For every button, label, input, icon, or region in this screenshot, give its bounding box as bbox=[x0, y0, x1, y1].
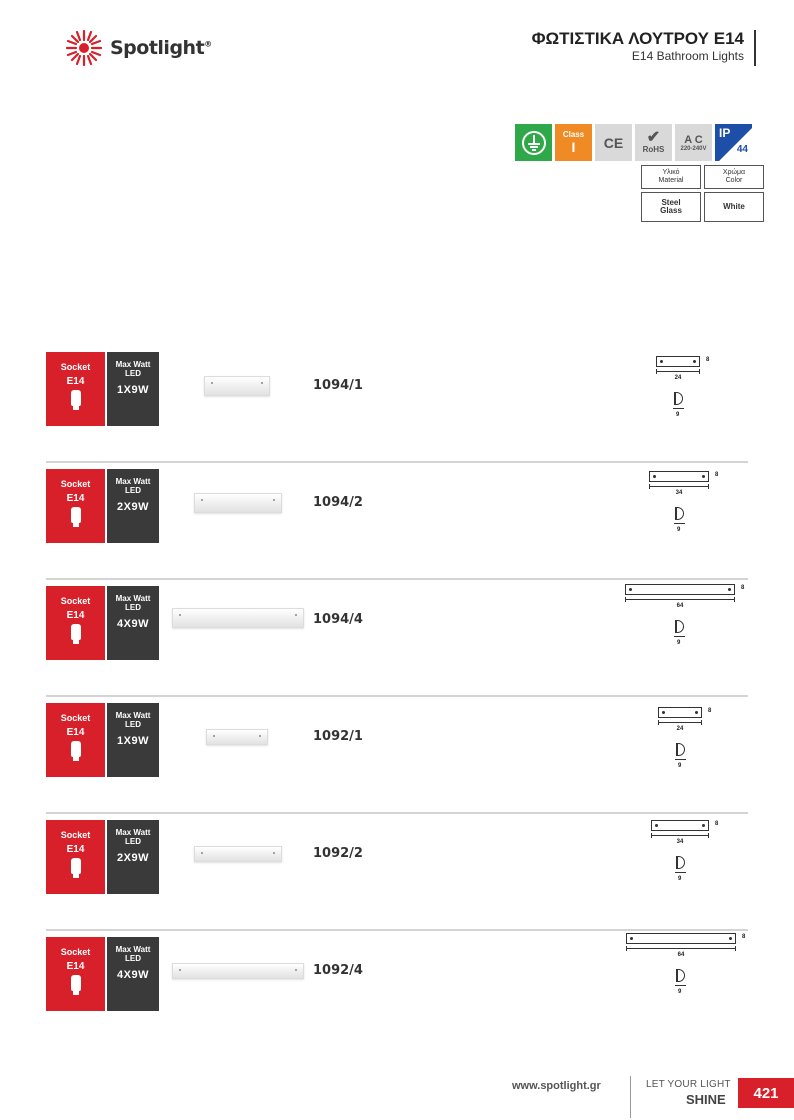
ip-label: IP bbox=[719, 126, 731, 140]
ac-voltage: 220-240V bbox=[680, 145, 707, 152]
width-line bbox=[626, 948, 736, 949]
socket-label: Socket bbox=[60, 479, 91, 489]
checkmark-icon: ✔ bbox=[646, 129, 661, 146]
height-label: 8 bbox=[706, 357, 710, 363]
side-view bbox=[675, 507, 684, 520]
socket-type: E14 bbox=[66, 376, 85, 387]
width-line bbox=[651, 835, 709, 836]
watt-value: 1X9W bbox=[117, 735, 149, 747]
socket-label: Socket bbox=[60, 830, 91, 840]
product-row bbox=[46, 346, 748, 463]
depth-line bbox=[674, 636, 685, 637]
socket-badge bbox=[46, 937, 105, 1011]
width-label: 64 bbox=[676, 603, 684, 609]
product-image bbox=[194, 846, 282, 862]
watt-value: 2X9W bbox=[117, 852, 149, 864]
socket-label: Socket bbox=[60, 362, 91, 372]
class-value: I bbox=[571, 139, 576, 155]
socket-badge bbox=[46, 820, 105, 894]
side-view bbox=[676, 856, 685, 869]
product-code: 1094/1 bbox=[313, 378, 363, 393]
depth-line bbox=[673, 408, 684, 409]
depth-label: 9 bbox=[678, 876, 682, 882]
watt-value: 4X9W bbox=[117, 969, 149, 981]
socket-type: E14 bbox=[66, 727, 85, 738]
rohs-label: RoHS bbox=[642, 145, 665, 154]
product-image bbox=[172, 963, 304, 979]
color-label-english: Color bbox=[725, 177, 743, 184]
ac-label: A C bbox=[684, 133, 703, 146]
watt-label: Max Watt LED bbox=[115, 360, 151, 378]
socket-type: E14 bbox=[66, 961, 85, 972]
bulb-icon bbox=[71, 624, 81, 640]
watt-badge bbox=[107, 937, 159, 1011]
brand-logo bbox=[64, 28, 212, 68]
material-value-1: Steel bbox=[661, 198, 681, 207]
bulb-icon bbox=[71, 741, 81, 757]
watt-label: Max Watt LED bbox=[115, 945, 151, 963]
color-header bbox=[704, 165, 764, 189]
socket-type: E14 bbox=[66, 493, 85, 504]
color-label-greek: Χρώμα bbox=[722, 169, 746, 176]
front-view bbox=[626, 933, 736, 944]
width-label: 24 bbox=[674, 375, 682, 381]
depth-line bbox=[675, 872, 686, 873]
socket-label: Socket bbox=[60, 596, 91, 606]
product-row bbox=[46, 697, 748, 814]
material-value bbox=[641, 192, 701, 222]
socket-badge bbox=[46, 586, 105, 660]
product-row bbox=[46, 463, 748, 580]
product-code: 1092/1 bbox=[313, 729, 363, 744]
product-row bbox=[46, 580, 748, 697]
product-code: 1092/4 bbox=[313, 963, 363, 978]
side-view bbox=[675, 620, 684, 633]
slogan-line-1: LET YOUR LIGHT bbox=[646, 1079, 731, 1090]
bulb-icon bbox=[71, 507, 81, 523]
product-image bbox=[206, 729, 268, 745]
watt-label: Max Watt LED bbox=[115, 477, 151, 495]
socket-badge bbox=[46, 469, 105, 543]
depth-label: 9 bbox=[677, 527, 681, 533]
product-row bbox=[46, 931, 748, 1048]
height-label: 8 bbox=[715, 821, 719, 827]
brand-name: Spotlight® bbox=[110, 37, 212, 59]
height-label: 8 bbox=[742, 934, 746, 940]
side-view bbox=[676, 969, 685, 982]
height-label: 8 bbox=[715, 472, 719, 478]
watt-badge bbox=[107, 703, 159, 777]
width-line bbox=[656, 371, 700, 372]
socket-badge bbox=[46, 352, 105, 426]
height-label: 8 bbox=[741, 585, 745, 591]
bulb-icon bbox=[71, 390, 81, 406]
ip-rating-icon bbox=[715, 124, 752, 161]
front-view bbox=[656, 356, 700, 367]
front-view bbox=[649, 471, 709, 482]
width-line bbox=[649, 486, 709, 487]
page-title-english: E14 Bathroom Lights bbox=[631, 49, 744, 63]
side-view bbox=[676, 743, 685, 756]
page-number: 421 bbox=[738, 1078, 794, 1108]
watt-label: Max Watt LED bbox=[115, 711, 151, 729]
product-image bbox=[204, 376, 270, 396]
bulb-icon bbox=[71, 858, 81, 874]
material-label-english: Material bbox=[658, 177, 684, 184]
sunburst-logo-icon bbox=[64, 28, 104, 68]
watt-label: Max Watt LED bbox=[115, 594, 151, 612]
rohs-icon bbox=[635, 124, 672, 161]
socket-type: E14 bbox=[66, 844, 85, 855]
depth-line bbox=[674, 523, 685, 524]
product-image bbox=[172, 608, 304, 628]
height-label: 8 bbox=[708, 708, 712, 714]
depth-line bbox=[675, 985, 686, 986]
socket-label: Socket bbox=[60, 713, 91, 723]
earth-ground-icon bbox=[515, 124, 552, 161]
watt-value: 1X9W bbox=[117, 384, 149, 396]
side-view bbox=[674, 392, 683, 405]
watt-badge bbox=[107, 469, 159, 543]
class-label: Class bbox=[562, 130, 585, 139]
product-image bbox=[194, 493, 282, 513]
width-line bbox=[625, 599, 735, 600]
width-label: 64 bbox=[677, 952, 685, 958]
front-view bbox=[625, 584, 735, 595]
slogan-line-2: SHINE bbox=[686, 1092, 726, 1107]
depth-line bbox=[675, 759, 686, 760]
color-value: White bbox=[704, 192, 764, 222]
watt-badge bbox=[107, 820, 159, 894]
page-title-greek: ΦΩΤΙΣΤΙΚΑ ΛΟΥΤΡΟΥ E14 bbox=[531, 29, 744, 48]
watt-label: Max Watt LED bbox=[115, 828, 151, 846]
class-i-icon bbox=[555, 124, 592, 161]
width-line bbox=[658, 722, 702, 723]
depth-label: 9 bbox=[678, 989, 682, 995]
website-link[interactable]: www.spotlight.gr bbox=[512, 1080, 601, 1092]
watt-badge bbox=[107, 352, 159, 426]
ce-mark-icon: CE bbox=[595, 124, 632, 161]
bulb-icon bbox=[71, 975, 81, 991]
watt-badge bbox=[107, 586, 159, 660]
material-value-2: Glass bbox=[660, 206, 682, 215]
depth-label: 9 bbox=[677, 640, 681, 646]
depth-label: 9 bbox=[678, 763, 682, 769]
width-label: 34 bbox=[675, 490, 683, 496]
product-code: 1092/2 bbox=[313, 846, 363, 861]
spec-table bbox=[641, 165, 764, 222]
page-title-block bbox=[532, 30, 756, 66]
certification-icons bbox=[515, 124, 752, 161]
product-code: 1094/2 bbox=[313, 495, 363, 510]
watt-value: 4X9W bbox=[117, 618, 149, 630]
product-code: 1094/4 bbox=[313, 612, 363, 627]
footer-divider bbox=[630, 1076, 631, 1118]
material-header bbox=[641, 165, 701, 189]
ac-voltage-icon bbox=[675, 124, 712, 161]
depth-label: 9 bbox=[676, 412, 680, 418]
front-view bbox=[658, 707, 702, 718]
product-row bbox=[46, 814, 748, 931]
width-label: 24 bbox=[676, 726, 684, 732]
front-view bbox=[651, 820, 709, 831]
watt-value: 2X9W bbox=[117, 501, 149, 513]
material-label-greek: Υλικό bbox=[662, 169, 680, 176]
socket-label: Socket bbox=[60, 947, 91, 957]
socket-type: E14 bbox=[66, 610, 85, 621]
ip-value: 44 bbox=[736, 144, 748, 155]
width-label: 34 bbox=[676, 839, 684, 845]
socket-badge bbox=[46, 703, 105, 777]
page-footer bbox=[0, 1072, 794, 1120]
